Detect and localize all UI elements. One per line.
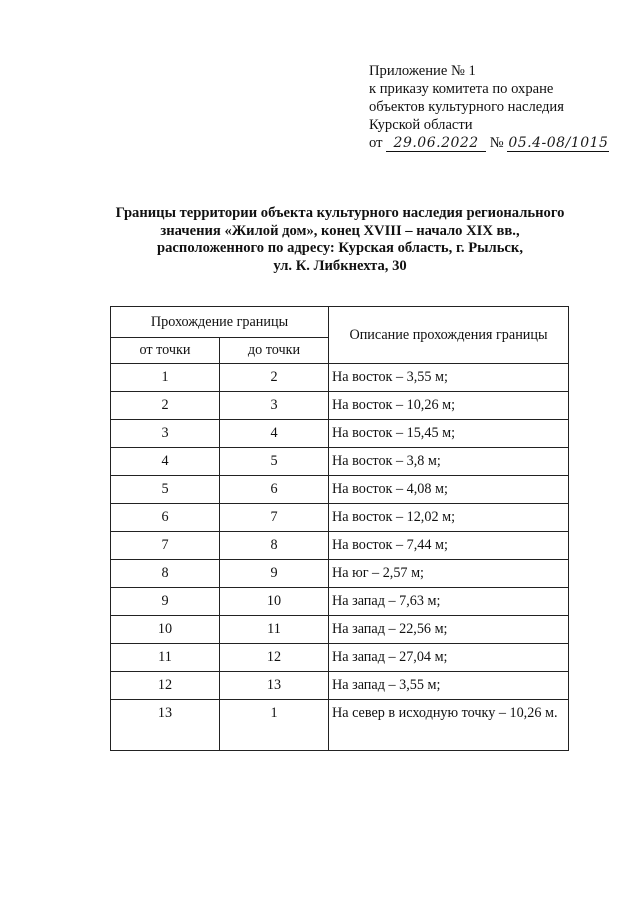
from-point-cell: 5 [111,476,220,504]
header-from: от точки [111,338,220,364]
to-point-cell: 6 [220,476,329,504]
appendix-line: объектов культурного наследия [369,99,564,115]
from-point-cell: 1 [111,364,220,392]
description-cell: На восток – 7,44 м; [329,532,569,560]
to-point-cell: 9 [220,560,329,588]
description-cell: На восток – 3,8 м; [329,448,569,476]
description-cell: На юг – 2,57 м; [329,560,569,588]
from-point-cell: 9 [111,588,220,616]
appendix-block [369,62,609,152]
date-prefix: от [369,135,383,151]
appendix-title: Приложение № 1 [369,63,476,79]
to-point-cell: 10 [220,588,329,616]
to-point-cell: 1 [220,700,329,751]
description-cell: На запад – 22,56 м; [329,616,569,644]
to-point-cell: 8 [220,532,329,560]
table-row [111,448,569,476]
from-point-cell: 13 [111,700,220,751]
from-point-cell: 7 [111,532,220,560]
order-number: 05.4-08/1015 [508,135,609,151]
table-row [111,560,569,588]
table-row [111,392,569,420]
from-point-cell: 10 [111,616,220,644]
appendix-line: Курской области [369,117,473,133]
to-point-cell: 3 [220,392,329,420]
description-cell: На запад – 3,55 м; [329,672,569,700]
description-cell: На север в исходную точку – 10,26 м. [329,700,569,751]
table-body [111,364,569,751]
from-point-cell: 2 [111,392,220,420]
description-cell: На запад – 7,63 м; [329,588,569,616]
table-row [111,588,569,616]
from-point-cell: 6 [111,504,220,532]
order-date: 29.06.2022 [386,135,486,152]
description-cell: На восток – 4,08 м; [329,476,569,504]
header-to: до точки [220,338,329,364]
from-point-cell: 11 [111,644,220,672]
to-point-cell: 4 [220,420,329,448]
description-cell: На восток – 3,55 м; [329,364,569,392]
number-prefix: № [489,135,504,151]
document-title [80,205,600,275]
from-point-cell: 8 [111,560,220,588]
table-row [111,504,569,532]
from-point-cell: 12 [111,672,220,700]
to-point-cell: 2 [220,364,329,392]
description-cell: На запад – 27,04 м; [329,644,569,672]
title-line: Границы территории объекта культурного наследия регионального [115,205,565,221]
boundary-table [110,306,569,751]
title-line: расположенного по адресу: Курская область, г. Рыльск, [157,240,523,256]
header-description: Описание прохождения границы [329,307,569,364]
from-point-cell: 3 [111,420,220,448]
title-line: значения «Жилой дом», конец XVIII – начало XIX вв., [160,222,520,239]
table-row [111,672,569,700]
to-point-cell: 13 [220,672,329,700]
table-row [111,476,569,504]
appendix-line: к приказу комитета по охране [369,81,554,97]
description-cell: На восток – 10,26 м; [329,392,569,420]
table-row [111,616,569,644]
to-point-cell: 11 [220,616,329,644]
table-row [111,644,569,672]
to-point-cell: 5 [220,448,329,476]
table-row [111,364,569,392]
title-line: ул. К. Либкнехта, 30 [273,257,407,274]
description-cell: На восток – 12,02 м; [329,504,569,532]
table-row [111,420,569,448]
from-point-cell: 4 [111,448,220,476]
header-group: Прохождение границы [111,307,329,338]
description-cell: На восток – 15,45 м; [329,420,569,448]
table-row [111,700,569,751]
to-point-cell: 12 [220,644,329,672]
to-point-cell: 7 [220,504,329,532]
order-date-number [369,134,609,152]
table-row [111,532,569,560]
